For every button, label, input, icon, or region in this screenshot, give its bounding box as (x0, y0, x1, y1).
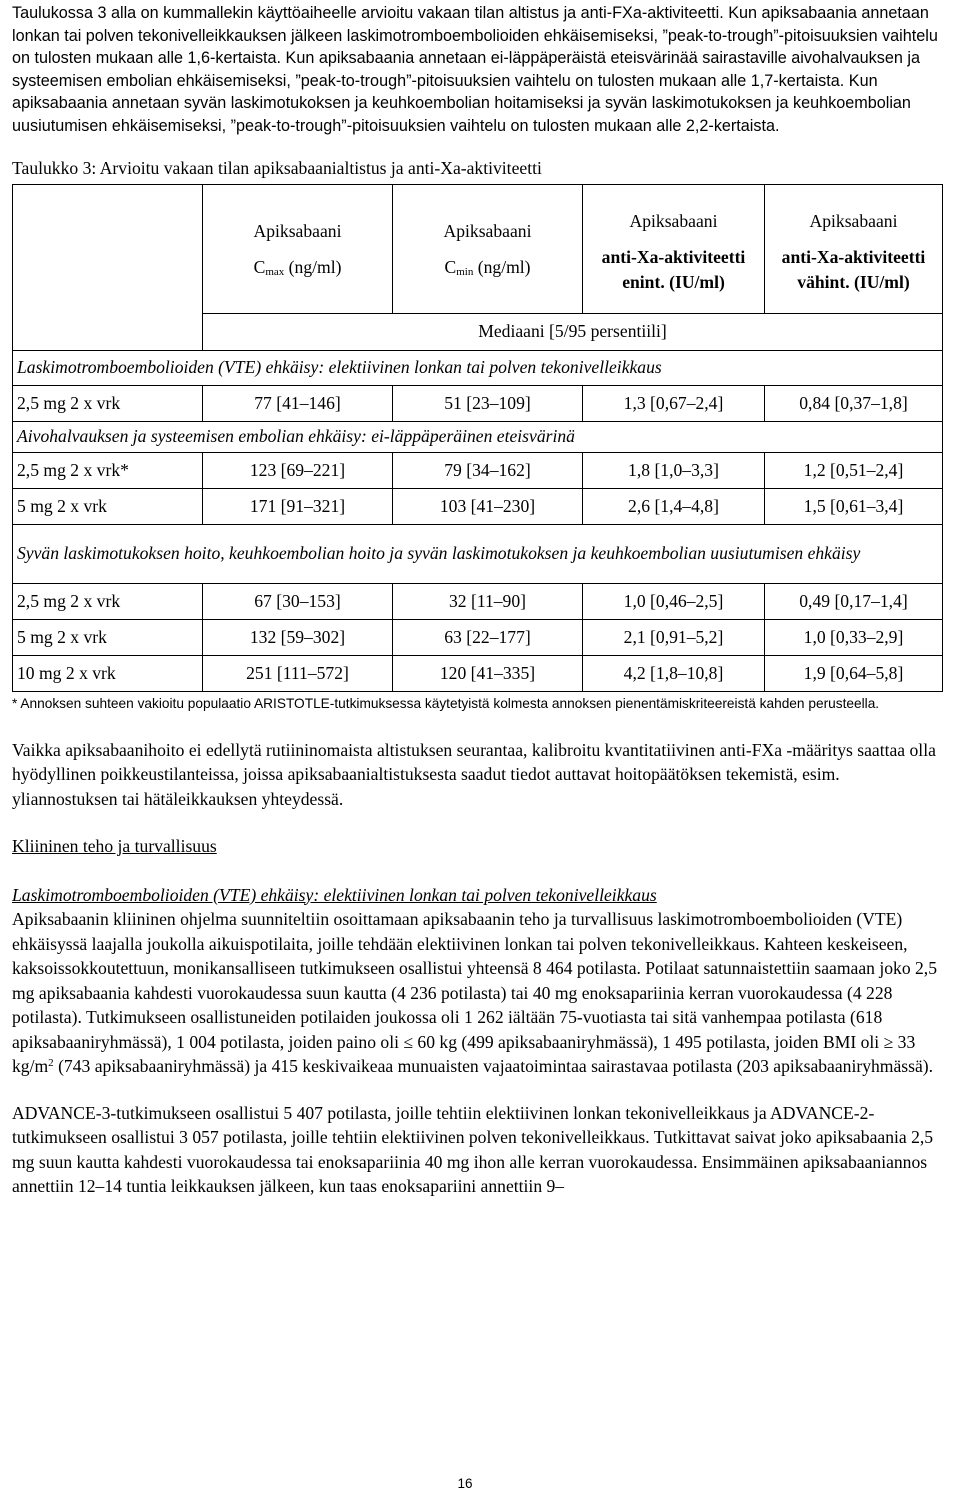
table-caption: Taulukko 3: Arvioitu vakaan tilan apiksabaanialtistus ja anti-Xa-aktiviteetti (12, 158, 542, 178)
antixa-min-cell: 0,84 [0,37–1,8] (765, 385, 943, 421)
intro-sentence-2: Kun apiksabaania annetaan ei-läppäperäistä eteisvärinää sairastaville aivohalvauksen ja systeemisen embolian ehkäisemiseksi, ”peak-to-trough”-pitoisuuksien vaihtelu on tulosten mukaan alle 1,7-kertaista. (12, 49, 920, 90)
dose-cell: 2,5 mg 2 x vrk (13, 583, 203, 619)
dose-cell: 10 mg 2 x vrk (13, 655, 203, 691)
table-row (13, 385, 943, 421)
table-row (13, 619, 943, 655)
antixa-max-cell: 1,8 [1,0–3,3] (583, 452, 765, 488)
dose-cell: 2,5 mg 2 x vrk (13, 385, 203, 421)
header-antixa-max (583, 184, 765, 313)
table-footnote: * Annoksen suhteen vakioitu populaatio ARISTOTLE-tutkimuksessa käytetyistä kolmesta annoksen pienentämiskriteereistä kahden perusteella. (12, 695, 880, 711)
cmax-cell: 251 [111–572] (203, 655, 393, 691)
table-row (13, 583, 943, 619)
superscript: 2 (48, 1057, 54, 1069)
cmin-cell: 32 [11–90] (393, 583, 583, 619)
antixa-max-cell: 2,1 [0,91–5,2] (583, 619, 765, 655)
section-2-title: Aivohalvauksen ja systeemisen embolian ehkäisy: ei-läppäperäinen eteisvärinä (13, 421, 943, 452)
page-number: 16 (457, 1476, 473, 1491)
header-empty-cell (13, 184, 203, 350)
table-header-row (13, 184, 943, 313)
cmin-cell: 63 [22–177] (393, 619, 583, 655)
header-cmax-label: $C_{max}$ (ng/ml) (253, 257, 342, 278)
header-cmin (393, 184, 583, 313)
intro-paragraph (12, 2, 942, 137)
antixa-min-cell: 1,0 [0,33–2,9] (765, 619, 943, 655)
cmin-cell: 120 [41–335] (393, 655, 583, 691)
table-row (13, 655, 943, 691)
section-3-row (13, 524, 943, 583)
header-antixa-min-top: Apiksabaani (809, 210, 898, 231)
antixa-min-cell: 1,5 [0,61–3,4] (765, 488, 943, 524)
advance-paragraph: ADVANCE-3-tutkimukseen osallistui 5 407 potilasta, joille tehtiin elektiivinen lonkan tekonivelleikkaus ja ADVANCE-2-tutkimukseen osallistui 3 057 potilasta, joille tehtiin elektiivinen polven tekonivelleikkaus. Tutkittavat saivat joko apiksabaania 2,5 mg suun kautta kahdesti vuorokaudessa tai enoksapariinia 40 mg ihon alle kerran vuorokaudessa. Ensimmäinen apiksabaaniannos annettiin 12–14 tuntia leikkauksen jälkeen, kun taas enoksapariini annettiin 9– (12, 1102, 934, 1196)
table-row (13, 452, 943, 488)
antixa-min-cell: 1,2 [0,51–2,4] (765, 452, 943, 488)
antixa-min-cell: 1,9 [0,64–5,8] (765, 655, 943, 691)
intro-sentence-1: Taulukossa 3 alla on kummallekin käyttöaiheelle arvioitu vakaan tilan altistus ja anti-FXa-aktiviteetti. Kun apiksabaania annetaan lonkan tai polven tekonivelleikkauksen jälkeen laskimotromboembolioiden ehkäisemiseksi, ”peak-to-trough”-pitoisuuksien vaihtelu on tulosten mukaan alle 1,6-kertaista. (12, 4, 938, 67)
section-3-title: Syvän laskimotukoksen hoito, keuhkoembolian hoito ja syvän laskimotukoksen ja keuhkoembolian uusiutumisen ehkäisy (13, 524, 943, 583)
header-antixa-max-top: Apiksabaani (629, 210, 718, 231)
cmin-cell: 79 [34–162] (393, 452, 583, 488)
cmax-cell: 123 [69–221] (203, 452, 393, 488)
clinical-text-b: (743 apiksabaaniryhmässä) ja 415 keskivaikeaa munuaisten vajaatoimintaa sairastavaa potilasta (203 apiksabaaniryhmässä). (53, 1056, 934, 1076)
clinical-text-a: Apiksabaanin kliininen ohjelma suunniteltiin osoittamaan apiksabaanin teho ja turvallisuus laskimotromboembolioiden (VTE) ehkäisyssä laajalla joukolla aikuispotilaita, joille tehdään elektiivinen lonkan tai polven tekonivelleikkaus. Kahteen keskeiseen, kaksoissokkoutettuun, monikansalliseen tutkimukseen osallistui yhteensä 8 464 potilasta. Potilaat satunnaistettiin saamaan joko 2,5 mg apiksabaania kahdesti vuorokaudessa suun kautta (4 236 potilasta) tai 40 mg enoksapariinia kerran vuorokaudessa (4 228 potilasta). Tutkimukseen osallistuneiden potilaiden joukossa oli 1 262 iältään 75-vuotiasta tai sitä vanhempaa potilasta (618 apiksabaaniryhmässä), 1 004 potilasta, joiden paino oli ≤ 60 kg (499 apiksabaaniryhmässä), 1 495 potilasta, joiden BMI oli ≥ 33 kg/m (12, 909, 938, 1076)
dose-cell: 2,5 mg 2 x vrk* (13, 452, 203, 488)
antixa-max-cell: 4,2 [1,8–10,8] (583, 655, 765, 691)
section-2-row (13, 421, 943, 452)
header-antixa-min-label: anti-Xa-aktiviteetti vähint. (IU/ml) (781, 247, 926, 292)
cmin-cell: 51 [23–109] (393, 385, 583, 421)
dose-cell: 5 mg 2 x vrk (13, 488, 203, 524)
header-cmin-top: Apiksabaani (443, 220, 532, 241)
table-row (13, 488, 943, 524)
intro-sentence-3: Kun apiksabaania annetaan syvän laskimotukoksen ja keuhkoembolian hoitamiseksi ja syvän laskimotukoksen ja keuhkoembolian uusiutumisen ehkäisemiseksi, ”peak-to-trough”-pitoisuuksien vaihtelu on tulosten mukaan alle 2,2-kertaista. (12, 71, 911, 135)
cmax-cell: 132 [59–302] (203, 619, 393, 655)
header-cmin-label: $C_{min}$ (ng/ml) (444, 257, 531, 278)
section-heading: Kliininen teho ja turvallisuus (12, 836, 217, 856)
header-antixa-max-label: anti-Xa-aktiviteetti enint. (IU/ml) (601, 247, 746, 292)
header-antixa-min (765, 184, 943, 313)
section-1-title: Laskimotromboembolioiden (VTE) ehkäisy: elektiivinen lonkan tai polven tekonivelleikkaus (13, 350, 943, 385)
header-cmax-top: Apiksabaani (253, 220, 342, 241)
antixa-max-cell: 1,0 [0,46–2,5] (583, 583, 765, 619)
dose-cell: 5 mg 2 x vrk (13, 619, 203, 655)
header-cmax (203, 184, 393, 313)
document-page (12, 0, 942, 1199)
cmax-cell: 77 [41–146] (203, 385, 393, 421)
cmin-cell: 103 [41–230] (393, 488, 583, 524)
section-1-row (13, 350, 943, 385)
antixa-min-cell: 0,49 [0,17–1,4] (765, 583, 943, 619)
median-label: Mediaani [5/95 persentiili] (203, 313, 943, 350)
antixa-max-cell: 2,6 [1,4–4,8] (583, 488, 765, 524)
exposure-table (12, 184, 943, 692)
antixa-max-cell: 1,3 [0,67–2,4] (583, 385, 765, 421)
monitoring-paragraph: Vaikka apiksabaanihoito ei edellytä rutiininomaista altistuksen seurantaa, kalibroitu kvantitatiivinen anti-FXa -määritys saattaa olla hyödyllinen poikkeustilanteissa, joissa apiksabaanialtistuksesta saadut tiedot auttavat hoitopäätöksen tekemistä, esim. yliannostuksen tai hätäleikkauksen yhteydessä. (12, 739, 936, 809)
cmax-cell: 171 [91–321] (203, 488, 393, 524)
cmax-cell: 67 [30–153] (203, 583, 393, 619)
section-subheading: Laskimotromboembolioiden (VTE) ehkäisy: elektiivinen lonkan tai polven tekonivelleikkaus (12, 884, 657, 905)
clinical-program-paragraph (12, 907, 942, 1079)
